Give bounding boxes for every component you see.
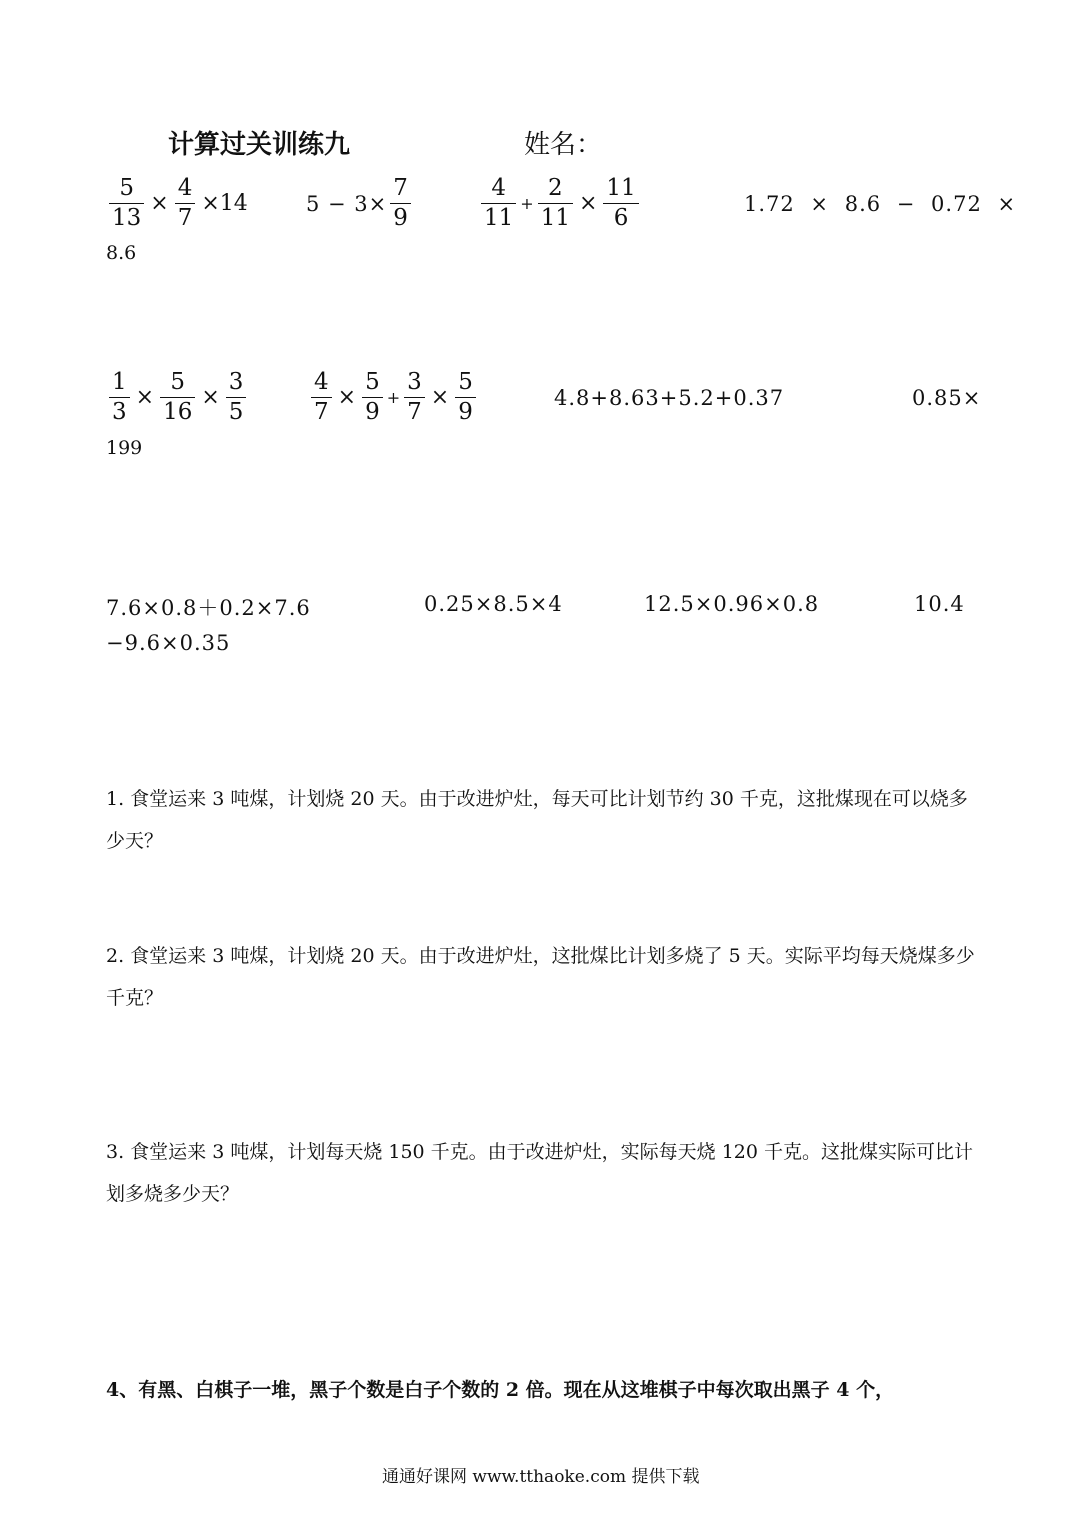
expr-r1-2 xyxy=(306,176,414,232)
fraction: $\frac{1}{3}$ xyxy=(109,370,130,426)
fraction: $\frac{4}{7}$ xyxy=(311,370,332,426)
expr-r1-1 xyxy=(106,176,251,232)
fraction: $\frac{5}{9}$ xyxy=(362,370,383,426)
fraction: $\frac{5}{13}$ xyxy=(109,176,144,232)
expr-r3-3: 12.5×0.96×0.8 xyxy=(644,592,820,616)
expr-r3-4: 10.4 xyxy=(914,592,965,616)
operator: + xyxy=(520,194,534,214)
expr-r3-4-wrap: −9.6×0.35 xyxy=(106,631,231,655)
operator: + xyxy=(386,388,401,408)
expr-r2-1 xyxy=(106,370,249,426)
footer-source: 通通好课网 www.tthaoke.com 提供下载 xyxy=(382,1467,700,1487)
expr-r2-2 xyxy=(308,370,479,426)
expr-r2-4-wrap: 199 xyxy=(106,437,143,459)
operator: × xyxy=(578,191,598,217)
word-problem-2: 2. 食堂运来 3 吨煤，计划烧 20 天。由于改进炉灶，这批煤比计划多烧了 5 天。实际平均每天烧煤多少千克？ xyxy=(106,945,975,1009)
operator: × xyxy=(150,191,169,217)
fraction: $\frac{5}{9}$ xyxy=(455,370,476,426)
expr-r3-2: 0.25×8.5×4 xyxy=(424,592,563,616)
expr-r3-1: 7.6×0.8＋0.2×7.6 xyxy=(106,596,311,620)
expr-r2-4: 0.85× xyxy=(912,386,982,410)
expr-r2-3: 4.8+8.63+5.2+0.37 xyxy=(554,386,785,410)
expr-lead: 5 − 3× xyxy=(306,191,388,216)
fraction: $\frac{3}{5}$ xyxy=(226,370,247,426)
operator: × xyxy=(430,385,450,411)
expr-r1-3 xyxy=(478,176,642,232)
fraction: $\frac{11}{6}$ xyxy=(603,176,638,232)
fraction: $\frac{3}{7}$ xyxy=(404,370,425,426)
expr-r1-4: 1.72 × 8.6 − 0.72 × xyxy=(744,192,1017,216)
operator-tail: ×14 xyxy=(201,191,248,217)
fraction: $\frac{4}{11}$ xyxy=(481,176,516,232)
name-label: 姓名： xyxy=(524,130,603,160)
word-problem-4: 4、有黑、白棋子一堆，黑子个数是白子个数的 2 倍。现在从这堆棋子中每次取出黑子 4 个， xyxy=(106,1379,895,1401)
fraction: $\frac{7}{9}$ xyxy=(390,176,411,232)
fraction: $\frac{5}{16}$ xyxy=(160,370,195,426)
fraction: $\frac{4}{7}$ xyxy=(175,176,196,232)
operator: × xyxy=(337,385,357,411)
expr-r1-4-wrap: 8.6 xyxy=(106,242,137,264)
word-problem-1: 1. 食堂运来 3 吨煤，计划烧 20 天。由于改进炉灶，每天可比计划节约 30 千克，这批煤现在可以烧多少天？ xyxy=(106,788,968,852)
operator: × xyxy=(201,385,220,411)
operator: × xyxy=(135,385,155,411)
word-problem-3: 3. 食堂运来 3 吨煤，计划每天烧 150 千克。由于改进炉灶，实际每天烧 120 千克。这批煤实际可比计划多烧多少天？ xyxy=(106,1141,974,1205)
fraction: $\frac{2}{11}$ xyxy=(538,176,573,232)
page-title: 计算过关训练九 xyxy=(168,130,351,160)
